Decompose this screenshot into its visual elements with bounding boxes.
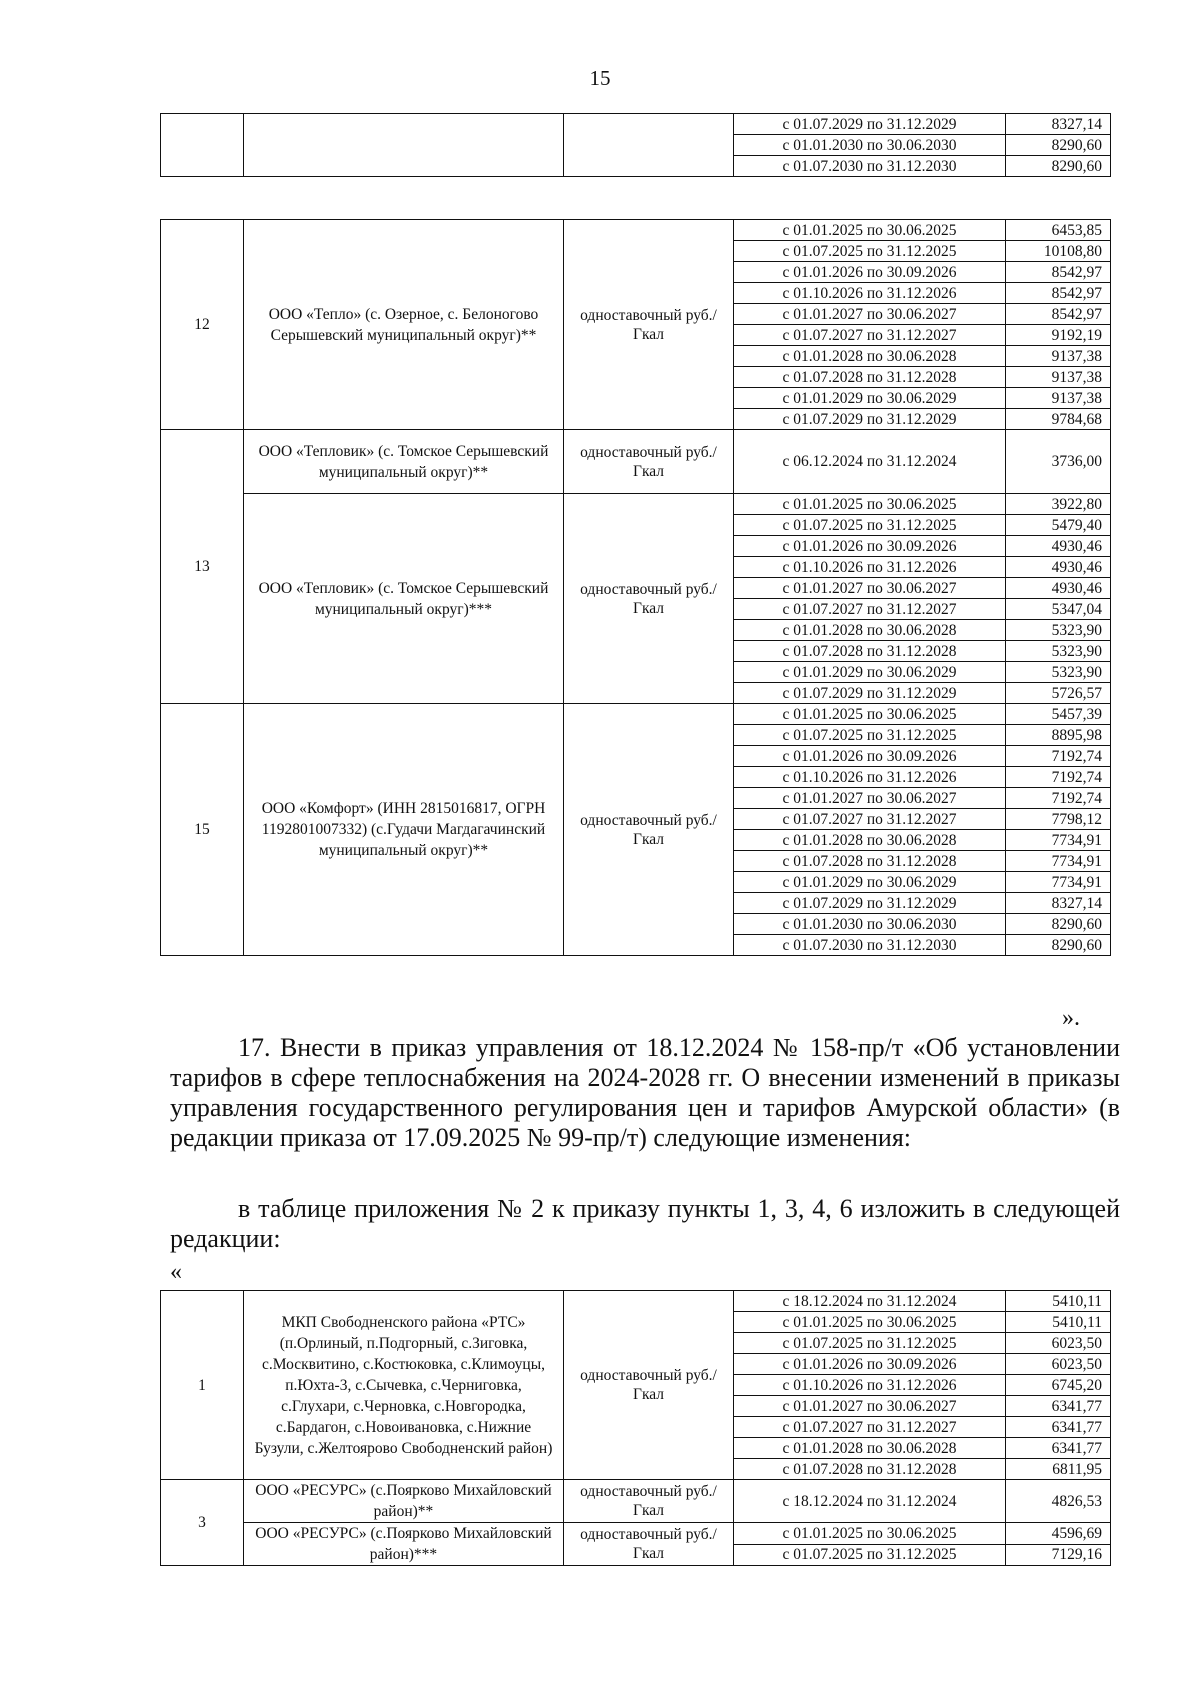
value-cell: 6745,20 (1006, 1375, 1111, 1396)
period-cell: с 01.01.2026 по 30.09.2026 (734, 262, 1006, 283)
period-cell: с 18.12.2024 по 31.12.2024 (734, 1480, 1006, 1523)
period-cell: с 01.01.2026 по 30.09.2026 (734, 746, 1006, 767)
item-number-cell: 3 (161, 1480, 244, 1566)
value-cell: 7192,74 (1006, 767, 1111, 788)
period-cell: с 01.07.2027 по 31.12.2027 (734, 599, 1006, 620)
value-cell: 9784,68 (1006, 409, 1111, 430)
item-number-cell: 1 (161, 1291, 244, 1480)
value-cell: 6023,50 (1006, 1354, 1111, 1375)
value-cell: 5479,40 (1006, 515, 1111, 536)
value-cell: 4930,46 (1006, 578, 1111, 599)
value-cell: 5410,11 (1006, 1312, 1111, 1333)
value-cell: 10108,80 (1006, 241, 1111, 262)
org-cell: ООО «РЕСУРС» (с.Поярково Михайловский район)*** (244, 1523, 564, 1566)
period-cell: с 01.01.2027 по 30.06.2027 (734, 1396, 1006, 1417)
value-cell: 8327,14 (1006, 114, 1111, 135)
period-cell: с 01.01.2027 по 30.06.2027 (734, 304, 1006, 325)
period-cell: с 01.01.2025 по 30.06.2025 (734, 1523, 1006, 1545)
tariff-type-cell: одноставочный руб./Гкал (564, 1291, 734, 1480)
period-cell: с 01.07.2029 по 31.12.2029 (734, 409, 1006, 430)
value-cell: 8327,14 (1006, 893, 1111, 914)
org-cell: ООО «Тепло» (с. Озерное, с. Белоногово Серышевский муниципальный округ)** (244, 220, 564, 430)
period-cell: с 01.01.2025 по 30.06.2025 (734, 494, 1006, 515)
period-cell: с 01.01.2028 по 30.06.2028 (734, 830, 1006, 851)
period-cell: с 01.07.2028 по 31.12.2028 (734, 1459, 1006, 1480)
value-cell: 6341,77 (1006, 1438, 1111, 1459)
table-row (161, 114, 1111, 135)
value-cell: 6341,77 (1006, 1396, 1111, 1417)
tariff-table-items-1-3 (160, 1290, 1111, 1566)
value-cell: 7734,91 (1006, 830, 1111, 851)
period-cell: с 01.07.2029 по 31.12.2029 (734, 114, 1006, 135)
period-cell: с 01.10.2026 по 31.12.2026 (734, 283, 1006, 304)
period-cell: с 01.10.2026 по 31.12.2026 (734, 767, 1006, 788)
period-cell: с 18.12.2024 по 31.12.2024 (734, 1291, 1006, 1312)
item-number-cell: 13 (161, 430, 244, 704)
tariff-type-cell: одноставочный руб./Гкал (564, 704, 734, 956)
period-cell: с 01.01.2028 по 30.06.2028 (734, 346, 1006, 367)
period-cell: с 01.01.2029 по 30.06.2029 (734, 872, 1006, 893)
paragraph-table-instruction: в таблице приложения № 2 к приказу пункты 1, 3, 4, 6 изложить в следующей редакции: (170, 1194, 1120, 1253)
value-cell: 8542,97 (1006, 304, 1111, 325)
value-cell: 3736,00 (1006, 430, 1111, 494)
period-cell: с 01.01.2029 по 30.06.2029 (734, 388, 1006, 409)
period-cell: с 06.12.2024 по 31.12.2024 (734, 430, 1006, 494)
value-cell: 8290,60 (1006, 156, 1111, 177)
value-cell: 8895,98 (1006, 725, 1111, 746)
period-cell: с 01.07.2025 по 31.12.2025 (734, 725, 1006, 746)
value-cell: 5457,39 (1006, 704, 1111, 725)
period-cell: с 01.01.2027 по 30.06.2027 (734, 788, 1006, 809)
period-cell: с 01.01.2026 по 30.09.2026 (734, 536, 1006, 557)
tariff-type-cell: одноставочный руб./Гкал (564, 430, 734, 494)
value-cell: 4596,69 (1006, 1523, 1111, 1545)
org-cell: ООО «Тепловик» (с. Томское Серышевский муниципальный округ)*** (244, 494, 564, 704)
period-cell: с 01.01.2030 по 30.06.2030 (734, 914, 1006, 935)
value-cell: 7192,74 (1006, 746, 1111, 767)
period-cell: с 01.07.2025 по 31.12.2025 (734, 1544, 1006, 1566)
value-cell: 6453,85 (1006, 220, 1111, 241)
value-cell: 7734,91 (1006, 851, 1111, 872)
period-cell: с 01.01.2025 по 30.06.2025 (734, 1312, 1006, 1333)
value-cell: 5323,90 (1006, 662, 1111, 683)
value-cell: 3922,80 (1006, 494, 1111, 515)
value-cell: 6811,95 (1006, 1459, 1111, 1480)
period-cell: с 01.07.2030 по 31.12.2030 (734, 935, 1006, 956)
period-cell: с 01.07.2029 по 31.12.2029 (734, 893, 1006, 914)
org-cell: МКП Свободненского района «РТС» (п.Орлиный, п.Подгорный, с.Зиговка, с.Москвитино, с.Костюковка, с.Климоуцы, п.Юхта-3, с.Сычевка, с.Черниговка, с.Глухари, с.Черновка, с.Новгородка, с.Бардагон, с.Новоивановка, с.Нижние Бузули, с.Желтоярово Свободненский район) (244, 1291, 564, 1480)
value-cell: 7192,74 (1006, 788, 1111, 809)
period-cell: с 01.01.2028 по 30.06.2028 (734, 620, 1006, 641)
table-row (161, 1291, 1111, 1312)
org-cell (244, 114, 564, 177)
item-number-cell (161, 114, 244, 177)
value-cell: 7798,12 (1006, 809, 1111, 830)
period-cell: с 01.07.2025 по 31.12.2025 (734, 515, 1006, 536)
table-row (161, 1480, 1111, 1523)
org-cell: ООО «РЕСУРС» (с.Поярково Михайловский район)** (244, 1480, 564, 1523)
table-row (161, 1523, 1111, 1545)
item-number-cell: 15 (161, 704, 244, 956)
table-row (161, 430, 1111, 494)
value-cell: 4930,46 (1006, 557, 1111, 578)
page-number: 15 (589, 66, 611, 90)
period-cell: с 01.07.2028 по 31.12.2028 (734, 367, 1006, 388)
period-cell: с 01.07.2028 по 31.12.2028 (734, 641, 1006, 662)
period-cell: с 01.07.2027 по 31.12.2027 (734, 325, 1006, 346)
value-cell: 8542,97 (1006, 283, 1111, 304)
period-cell: с 01.01.2025 по 30.06.2025 (734, 704, 1006, 725)
org-cell: ООО «Комфорт» (ИНН 2815016817, ОГРН 1192801007332) (с.Гудачи Магдагачинский муниципальный округ)** (244, 704, 564, 956)
value-cell: 5323,90 (1006, 620, 1111, 641)
value-cell: 6341,77 (1006, 1417, 1111, 1438)
table-row (161, 704, 1111, 725)
value-cell: 8290,60 (1006, 135, 1111, 156)
value-cell: 4930,46 (1006, 536, 1111, 557)
org-cell: ООО «Тепловик» (с. Томское Серышевский муниципальный округ)** (244, 430, 564, 494)
period-cell: с 01.07.2025 по 31.12.2025 (734, 241, 1006, 262)
value-cell: 6023,50 (1006, 1333, 1111, 1354)
period-cell: с 01.07.2027 по 31.12.2027 (734, 809, 1006, 830)
opening-quote: « (170, 1259, 182, 1285)
period-cell: с 01.07.2028 по 31.12.2028 (734, 851, 1006, 872)
period-cell: с 01.01.2030 по 30.06.2030 (734, 135, 1006, 156)
value-cell: 9137,38 (1006, 367, 1111, 388)
period-cell: с 01.01.2025 по 30.06.2025 (734, 220, 1006, 241)
value-cell: 7129,16 (1006, 1544, 1111, 1566)
value-cell: 4826,53 (1006, 1480, 1111, 1523)
tariff-table-continuation (160, 113, 1111, 177)
value-cell: 7734,91 (1006, 872, 1111, 893)
tariff-type-cell (564, 114, 734, 177)
tariff-type-cell: одноставочный руб./Гкал (564, 1480, 734, 1523)
closing-quote: ». (1062, 1005, 1080, 1031)
period-cell: с 01.01.2029 по 30.06.2029 (734, 662, 1006, 683)
period-cell: с 01.07.2027 по 31.12.2027 (734, 1417, 1006, 1438)
value-cell: 5410,11 (1006, 1291, 1111, 1312)
value-cell: 8290,60 (1006, 935, 1111, 956)
tariff-type-cell: одноставочный руб./Гкал (564, 1523, 734, 1566)
table-row (161, 494, 1111, 515)
period-cell: с 01.10.2026 по 31.12.2026 (734, 1375, 1006, 1396)
period-cell: с 01.10.2026 по 31.12.2026 (734, 557, 1006, 578)
value-cell: 9192,19 (1006, 325, 1111, 346)
period-cell: с 01.07.2025 по 31.12.2025 (734, 1333, 1006, 1354)
tariff-table-items-12-15 (160, 219, 1111, 956)
value-cell: 5726,57 (1006, 683, 1111, 704)
period-cell: с 01.01.2028 по 30.06.2028 (734, 1438, 1006, 1459)
value-cell: 9137,38 (1006, 388, 1111, 409)
table-row (161, 220, 1111, 241)
paragraph-17: 17. Внести в приказ управления от 18.12.2024 № 158-пр/т «Об установлении тарифов в сфере теплоснабжения на 2024-2028 гг. О внесении изменений в приказы управления государственного регулирования цен и тарифов Амурской области» (в редакции приказа от 17.09.2025 № 99-пр/т) следующие изменения: (170, 1033, 1120, 1152)
value-cell: 5323,90 (1006, 641, 1111, 662)
tariff-type-cell: одноставочный руб./Гкал (564, 494, 734, 704)
period-cell: с 01.01.2027 по 30.06.2027 (734, 578, 1006, 599)
value-cell: 8542,97 (1006, 262, 1111, 283)
value-cell: 5347,04 (1006, 599, 1111, 620)
period-cell: с 01.07.2029 по 31.12.2029 (734, 683, 1006, 704)
period-cell: с 01.01.2026 по 30.09.2026 (734, 1354, 1006, 1375)
tariff-type-cell: одноставочный руб./Гкал (564, 220, 734, 430)
item-number-cell: 12 (161, 220, 244, 430)
value-cell: 9137,38 (1006, 346, 1111, 367)
value-cell: 8290,60 (1006, 914, 1111, 935)
period-cell: с 01.07.2030 по 31.12.2030 (734, 156, 1006, 177)
